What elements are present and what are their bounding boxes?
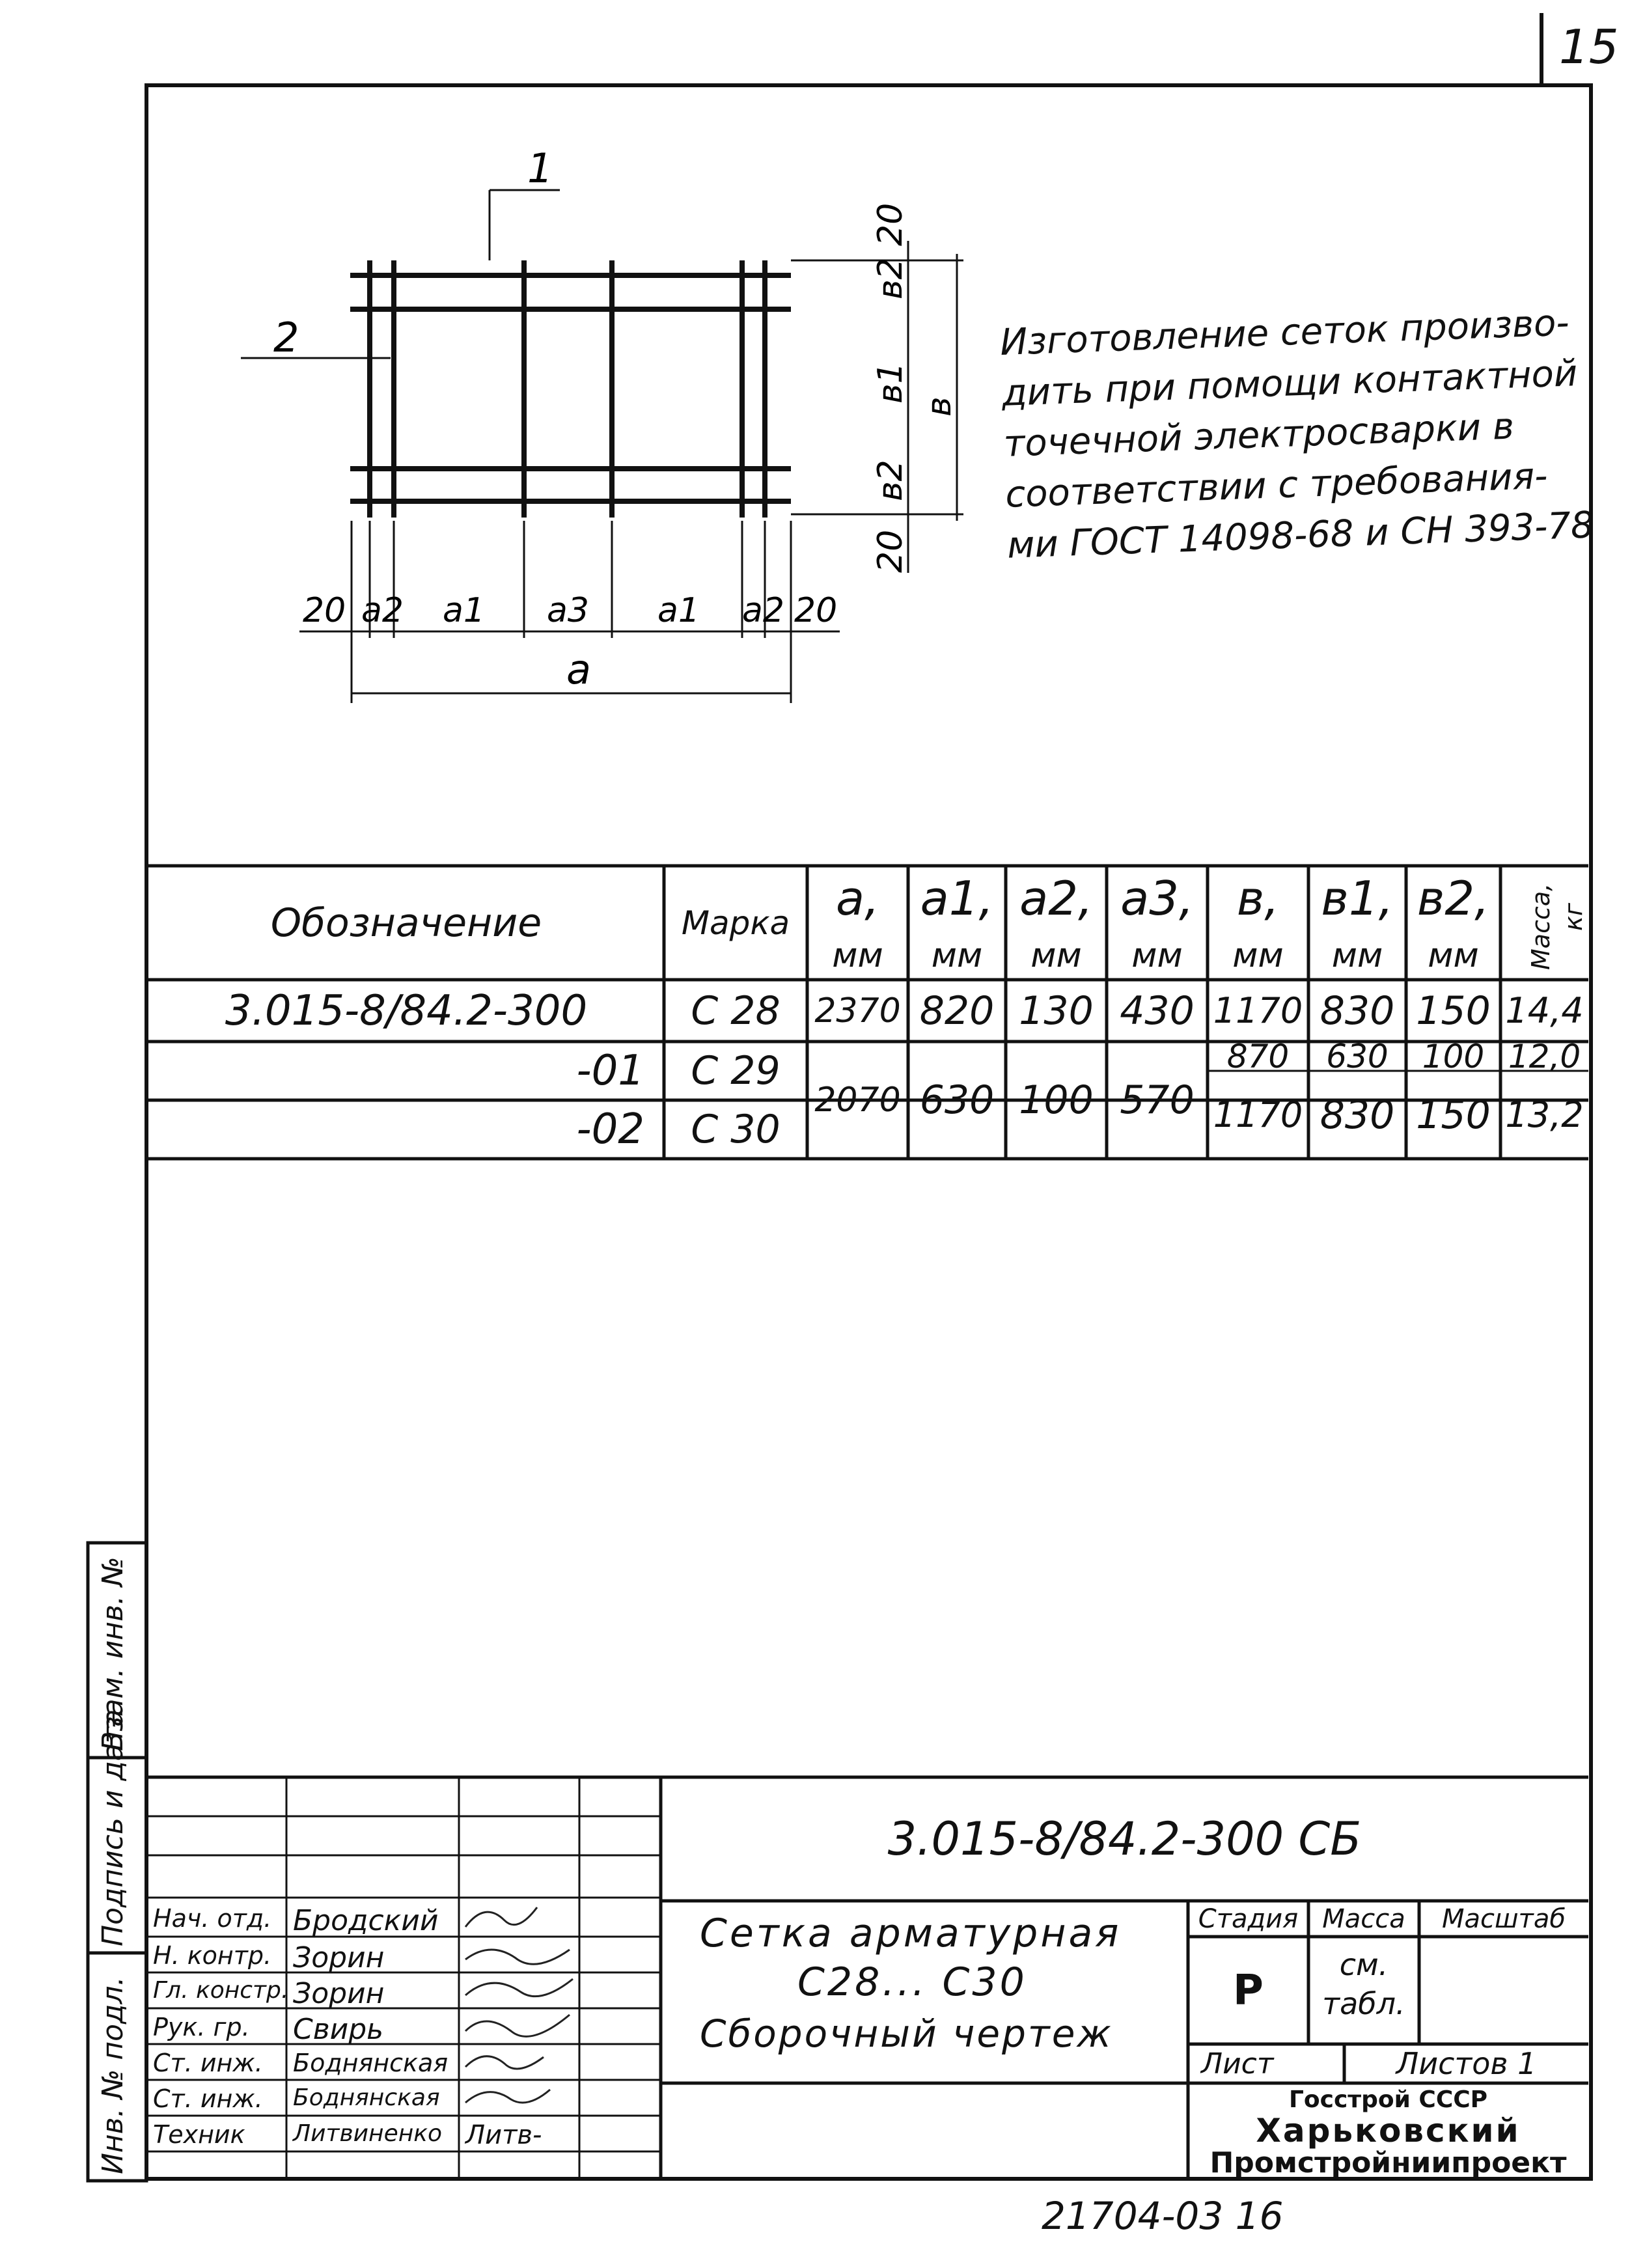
- row2-a: 2070: [814, 1081, 901, 1120]
- bottom-note: 21704-03 16: [1042, 2194, 1284, 2238]
- leader-label-2: 2: [273, 314, 299, 361]
- header-b2-unit: мм: [1428, 935, 1479, 975]
- row1-a2: 130: [1019, 988, 1094, 1034]
- org-line-2: Харьковский: [1256, 2111, 1521, 2150]
- dim-a1-right: a1: [657, 591, 700, 630]
- row1-b2: 150: [1416, 988, 1491, 1034]
- dim-a3: a3: [547, 591, 589, 630]
- note-line: соответствии с требования-: [1004, 454, 1549, 516]
- header-b: в,: [1236, 871, 1280, 926]
- sig-name: Зорин: [293, 1977, 385, 2010]
- leader-label-1: 1: [527, 145, 553, 192]
- row3-b2: 150: [1416, 1092, 1491, 1138]
- sig-role: Н. контр.: [153, 1941, 272, 1970]
- row2-b2: 100: [1422, 1037, 1485, 1075]
- side-label-podpis-data: Подпись и дата: [96, 1709, 130, 1946]
- stage-value: Р: [1233, 1966, 1264, 2015]
- row1-mark: С 28: [691, 988, 781, 1034]
- row2-a1: 630: [919, 1077, 995, 1123]
- row3-b: 1170: [1213, 1094, 1303, 1135]
- sig-role: Ст. инж.: [153, 2084, 263, 2113]
- row2-mark: С 29: [691, 1048, 781, 1094]
- row1-designation: 3.015-8/84.2-300: [225, 986, 588, 1035]
- mass-value-line2: табл.: [1322, 1985, 1405, 2021]
- note-line: ми ГОСТ 14098-68 и СН 393-78: [1006, 504, 1595, 567]
- note-line: Изготовление сеток произво-: [999, 301, 1570, 364]
- sig-name: Боднянская: [293, 2084, 440, 2111]
- side-label-vzam-inv: Взам. инв. №: [96, 1556, 130, 1751]
- sheet-label: Лист: [1201, 2047, 1274, 2081]
- header-a3: a3,: [1120, 871, 1194, 926]
- header-b1-unit: мм: [1331, 935, 1383, 975]
- row3-mark: С 30: [691, 1107, 781, 1152]
- header-mark: Марка: [681, 904, 790, 942]
- header-mass-unit: кг: [1559, 903, 1588, 931]
- header-a-unit: мм: [832, 935, 883, 975]
- title-line-2: С28... С30: [797, 1959, 1027, 2005]
- mass-value-line1: см.: [1339, 1946, 1389, 1982]
- dim-a1-left: a1: [443, 591, 485, 630]
- sig-name: Свирь: [293, 2013, 384, 2046]
- row1-b: 1170: [1213, 990, 1303, 1031]
- sig-role: Нач. отд.: [153, 1904, 272, 1933]
- row2-a2: 100: [1019, 1077, 1094, 1123]
- sig-handwritten: Литв-: [465, 2120, 542, 2150]
- org-line-1: Госстрой СССР: [1288, 2086, 1488, 2113]
- sig-name: Бродский: [293, 1904, 439, 1937]
- dim-a-overall: a: [566, 646, 591, 693]
- dim-b: в: [920, 396, 959, 417]
- row2-b: 870: [1226, 1037, 1290, 1075]
- header-a: a,: [835, 871, 879, 926]
- sig-role: Гл. констр.: [153, 1977, 289, 2004]
- dim-right-20: 20: [794, 591, 838, 630]
- note-line: точечной электросварки в: [1002, 405, 1515, 465]
- mass-label: Масса: [1322, 1903, 1405, 1934]
- sig-role: Техник: [153, 2120, 245, 2149]
- header-a2: a2,: [1019, 871, 1093, 926]
- sheets-label: Листов 1: [1396, 2046, 1537, 2081]
- header-b1: в1,: [1321, 871, 1394, 926]
- org-line-3: Промстройниипроект: [1210, 2146, 1567, 2179]
- scale-label: Масштаб: [1441, 1903, 1566, 1934]
- document-code: 3.015-8/84.2-300 СБ: [887, 1812, 1362, 1866]
- header-b2: в2,: [1417, 871, 1490, 926]
- header-mass: Масса,: [1527, 883, 1555, 970]
- dim-b2-bottom: в2: [871, 460, 910, 501]
- header-b-unit: мм: [1232, 935, 1284, 975]
- row2-designation: -01: [576, 1047, 644, 1095]
- row3-designation: -02: [576, 1105, 644, 1154]
- header-a1-unit: мм: [931, 935, 983, 975]
- row1-b1: 830: [1320, 988, 1395, 1034]
- row1-mass: 14,4: [1505, 990, 1584, 1031]
- dim-left-20: 20: [303, 591, 346, 630]
- dim-b1: в1: [871, 362, 910, 404]
- side-label-inv-podl: Инв. № подл.: [96, 1976, 130, 2174]
- row3-mass: 13,2: [1505, 1094, 1584, 1135]
- row3-b1: 830: [1320, 1092, 1395, 1138]
- sig-name: Боднянская: [293, 2049, 449, 2077]
- row1-a1: 820: [919, 988, 995, 1034]
- dim-a2-right: a2: [742, 591, 784, 630]
- sig-role: Рук. гр.: [153, 2013, 250, 2041]
- header-a2-unit: мм: [1030, 935, 1082, 975]
- note-line: дить при помощи контактной: [1001, 352, 1579, 415]
- row1-a: 2370: [814, 991, 901, 1030]
- sig-name: Зорин: [293, 1941, 385, 1974]
- dim-b2-top: в2: [871, 258, 910, 299]
- dim-bottom-20: 20: [871, 529, 910, 573]
- header-designation: Обозначение: [270, 900, 542, 946]
- dim-top-20: 20: [871, 202, 910, 246]
- title-line-1: Сетка арматурная: [700, 1911, 1122, 1956]
- row2-a3: 570: [1120, 1077, 1195, 1123]
- sig-role: Ст. инж.: [153, 2049, 263, 2077]
- row2-mass: 12,0: [1508, 1037, 1581, 1075]
- header-a1: a1,: [920, 871, 994, 926]
- stage-label: Стадия: [1198, 1903, 1299, 1934]
- row1-a3: 430: [1120, 988, 1195, 1034]
- page-number: 15: [1559, 20, 1619, 74]
- header-a3-unit: мм: [1131, 935, 1183, 975]
- title-line-3: Сборочный чертеж: [700, 2012, 1113, 2056]
- row2-b1: 630: [1326, 1037, 1389, 1075]
- sig-name: Литвиненко: [293, 2120, 443, 2147]
- dim-a2-left: a2: [361, 591, 404, 630]
